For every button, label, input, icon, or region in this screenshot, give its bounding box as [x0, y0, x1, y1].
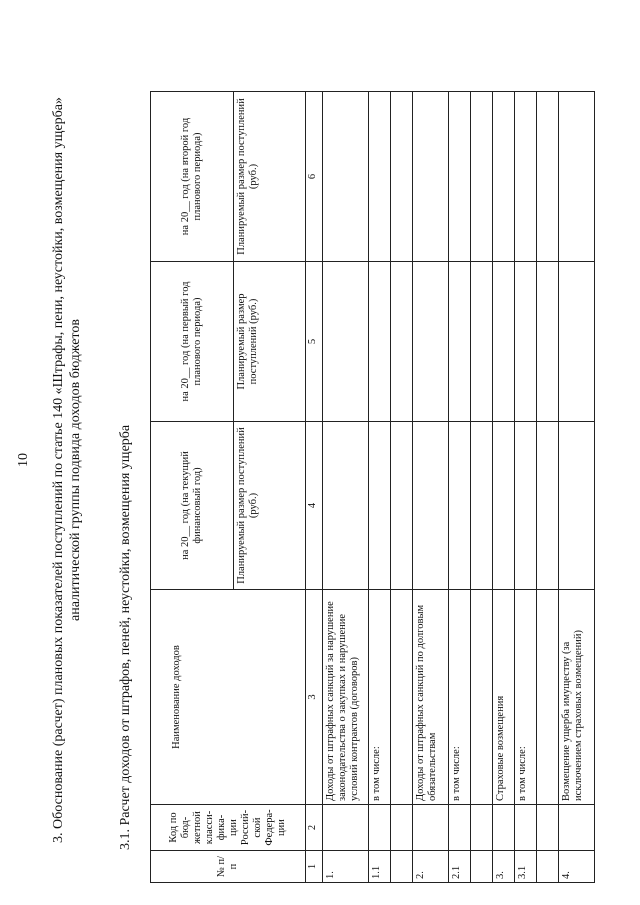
table-row — [413, 92, 449, 883]
row-value — [323, 422, 369, 590]
header-code: Код по бюд-жетной класси-фика-ции Россий-ской Федера-ции — [151, 805, 306, 851]
row-value — [515, 422, 537, 590]
row-value — [515, 92, 537, 262]
row-num — [391, 851, 413, 883]
row-name: в том числе: — [449, 590, 471, 805]
row-num: 3. — [493, 851, 515, 883]
row-value — [391, 92, 413, 262]
table-row — [369, 92, 391, 883]
row-value — [559, 422, 595, 590]
row-value — [537, 262, 559, 422]
section-heading: 3. Обоснование (расчет) плановых показателей поступлений по статье 140 «Штрафы, пени, неустойки, возмещения ущерба» аналитической группы подвида доходов бюджетов — [51, 97, 83, 843]
row-name — [391, 590, 413, 805]
row-value — [449, 422, 471, 590]
row-value — [369, 262, 391, 422]
row-value — [515, 262, 537, 422]
header-year2: на 20__ год (на первый год планового периода) — [151, 262, 234, 422]
row-value — [537, 92, 559, 262]
row-num — [471, 851, 493, 883]
row-value — [323, 262, 369, 422]
row-num: 2.1 — [449, 851, 471, 883]
row-num: 2. — [413, 851, 449, 883]
row-code — [515, 805, 537, 851]
row-value — [493, 92, 515, 262]
table-row — [471, 92, 493, 883]
row-code — [559, 805, 595, 851]
row-code — [413, 805, 449, 851]
row-value — [471, 422, 493, 590]
row-value — [369, 422, 391, 590]
row-value — [369, 92, 391, 262]
table-row — [559, 92, 595, 883]
row-code — [369, 805, 391, 851]
table-row — [449, 92, 471, 883]
row-code — [323, 805, 369, 851]
row-value — [391, 262, 413, 422]
row-value — [471, 262, 493, 422]
index-cell: 5 — [306, 262, 323, 422]
header-year3: на 20__ год (на второй год планового периода) — [151, 92, 234, 262]
row-code — [537, 805, 559, 851]
page-number: 10 — [16, 453, 31, 467]
row-code — [391, 805, 413, 851]
row-code — [493, 805, 515, 851]
row-value — [413, 262, 449, 422]
index-cell: 1 — [306, 851, 323, 883]
index-cell: 6 — [306, 92, 323, 262]
row-code — [449, 805, 471, 851]
row-name — [471, 590, 493, 805]
row-num: 1. — [323, 851, 369, 883]
row-name: в том числе: — [515, 590, 537, 805]
row-value — [413, 92, 449, 262]
header-row — [151, 92, 234, 883]
row-num: 3.1 — [515, 851, 537, 883]
index-cell: 2 — [306, 805, 323, 851]
row-value — [493, 262, 515, 422]
row-value — [471, 92, 493, 262]
table-row — [323, 92, 369, 883]
table-row — [391, 92, 413, 883]
row-name: в том числе: — [369, 590, 391, 805]
row-value — [559, 262, 595, 422]
header-year1: на 20__ год (на текущий финансовый год) — [151, 422, 234, 590]
row-name: Доходы от штрафных санкций по долговым обязательствам — [413, 590, 449, 805]
row-num: 1.1 — [369, 851, 391, 883]
header-num: № п/п — [151, 851, 306, 883]
subheader-1: Планируемый размер поступлений (руб.) — [234, 422, 306, 590]
row-value — [559, 92, 595, 262]
index-cell: 3 — [306, 590, 323, 805]
subsection-heading: 3.1. Расчет доходов от штрафов, пеней, неустойки, возмещения ущерба — [118, 424, 133, 850]
index-row — [306, 92, 323, 883]
subheader-3: Планируемый размер поступлений (руб.) — [234, 92, 306, 262]
row-value — [391, 422, 413, 590]
row-value — [413, 422, 449, 590]
row-num: 4. — [559, 851, 595, 883]
subheader-2: Планируемый размер поступлений (руб.) — [234, 262, 306, 422]
row-value — [449, 262, 471, 422]
row-name: Доходы от штрафных санкций за нарушение законодательства о закупках и нарушение условий контрактов (договоров) — [323, 590, 369, 805]
revenue-table — [150, 91, 595, 883]
row-value — [449, 92, 471, 262]
table-row — [515, 92, 537, 883]
table-row — [493, 92, 515, 883]
row-code — [471, 805, 493, 851]
row-value — [493, 422, 515, 590]
rotated-page — [0, 25, 640, 905]
row-value — [323, 92, 369, 262]
row-value — [537, 422, 559, 590]
row-name — [537, 590, 559, 805]
index-cell: 4 — [306, 422, 323, 590]
header-name: Наименование доходов — [151, 590, 306, 805]
row-num — [537, 851, 559, 883]
row-name: Возмещение ущерба имуществу (за исключением страховых возмещений) — [559, 590, 595, 805]
row-name: Страховые возмещения — [493, 590, 515, 805]
table-row — [537, 92, 559, 883]
